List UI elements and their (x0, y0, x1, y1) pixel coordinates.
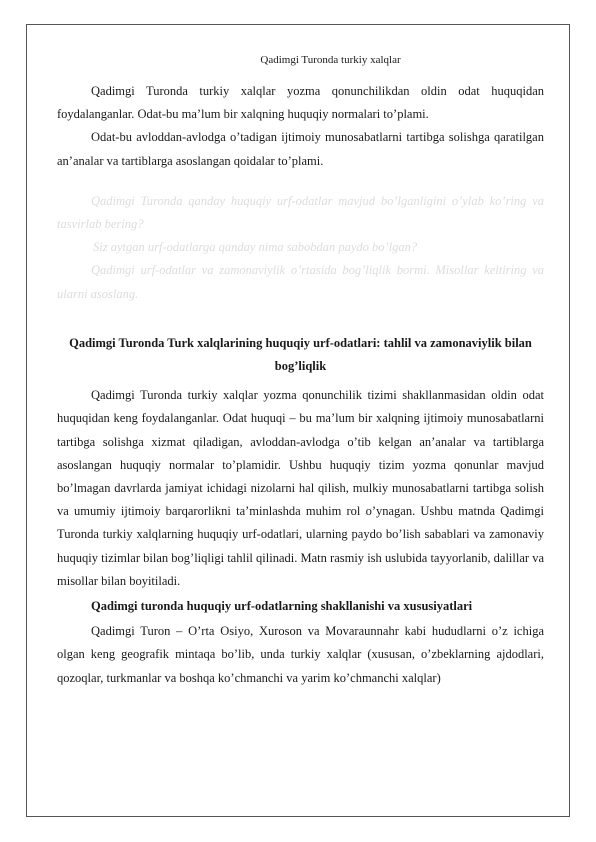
intro-paragraph-2: Odat-bu avloddan-avlodga o’tadigan ijtimoiy munosabatlarni tartibga solishga qaratilgan an’analar va tartiblarga asoslangan qoidalar to’plami. (57, 130, 544, 168)
spacer (57, 173, 544, 190)
document-body (57, 54, 544, 690)
question-3: Qadimgi urf-odatlar va zamonaviylik o’rtasida bog’liqlik bormi. Misollar keltiring va ularni asoslang. (57, 263, 544, 301)
subsection-paragraph: Qadimgi Turon – O’rta Osiyo, Xuroson va Movaraunnahr kabi hududlarni o’z ichiga olgan keng geografik mintaqa bo’lib, unda turkiy xalqlar (xususan, o’zbeklarning ajdodlari, qozoqlar, turkmanlar va boshqa ko’chmanchi va yarim ko’chmanchi xalqlar) (57, 624, 544, 685)
spacer (57, 306, 544, 332)
subsection-title: Qadimgi turonda huquqiy urf-odatlarning shakllanishi va xususiyatlari (91, 599, 473, 614)
question-2: Siz aytgan urf-odatlarga qanday nima sabobdan paydo bo’lgan? (93, 240, 418, 255)
page-header: Qadimgi Turonda turkiy xalqlar (260, 54, 401, 66)
question-1: Qadimgi Turonda qanday huquqiy urf-odatlar mavjud bo’lganligini o’ylab ko’ring va tasvirlab bering? (57, 193, 544, 232)
intro-paragraph-1: Qadimgi Turonda turkiy xalqlar yozma qonunchilikdan oldin odat huquqidan foydalanganlar. Odat-bu ma’lum bir xalqning huquqiy normalari to’plami. (57, 84, 544, 122)
section-title: Qadimgi Turonda Turk xalqlarining huquqiy urf-odatlari: tahlil va zamonaviylik bilan bog’liqlik (69, 335, 532, 374)
section-paragraph: Qadimgi Turonda turkiy xalqlar yozma qonunchilik tizimi shakllanmasidan oldin odat huquqidan keng foydalanganlar. Odat huquqi – bu ma’lum bir xalqning ijtimoiy munosabatlarni tartibga solishga xizmat qiladigan, avloddan-avlodga o’tib kelgan an’analar va tartiblarga asoslangan huquqiy normalar to’plamidir. Ushbu huquqiy tizim yozma qonunlar mavjud bo’lmagan davrlarda jamiyat ichidagi nizolarni hal qilish, mulkiy munosabatlarni tartibga solish va umumiy ijtimoiy barqarorlikni ta’minlashda muhim rol o’ynagan. Ushbu matnda Qadimgi Turonda turkiy xalqlarning huquqiy urf-odatlari, ularning paydo bo’lish sabablari va zamonaviy huquqiy tizimlar bilan bog’liqligi tahlil qilinadi. Matn rasmiy ish uslubida tayyorlanib, dalillar va misollar bilan boyitiladi. (57, 388, 544, 588)
